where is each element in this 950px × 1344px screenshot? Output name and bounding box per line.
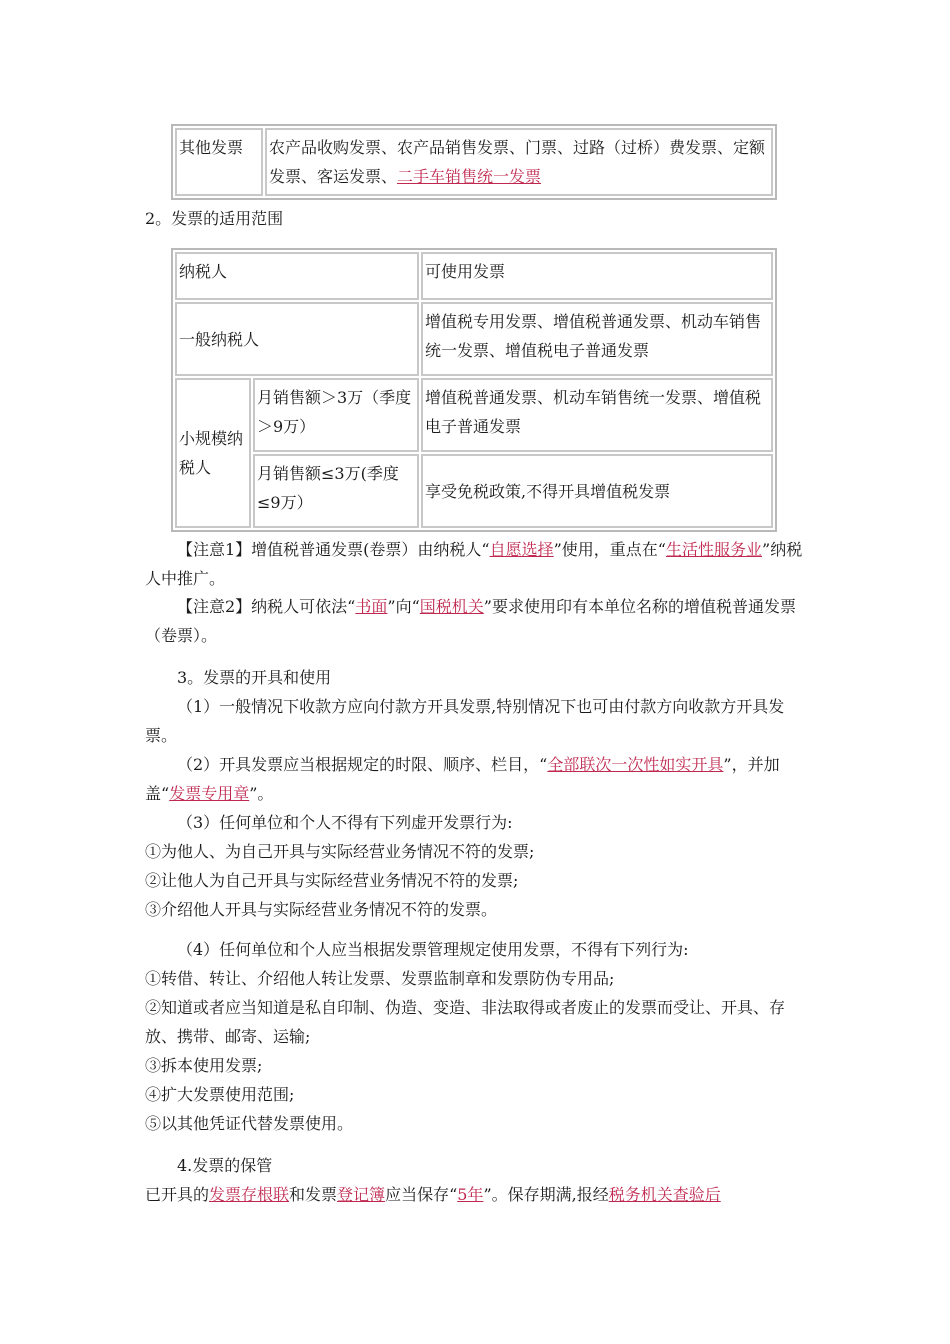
note-2: [145, 592, 810, 650]
small-taxpayer-label: 小规模纳税人: [175, 378, 251, 528]
table-row: [175, 378, 773, 452]
storage-paragraph: [145, 1180, 810, 1209]
table-row: [175, 302, 773, 376]
list-item: ⑤以其他凭证代替发票使用。: [145, 1114, 354, 1133]
small-taxpayer-invoices-high: 增值税普通发票、机动车销售统一发票、增值税电子普通发票: [421, 378, 773, 452]
other-invoices-content: [265, 128, 773, 196]
note-1: [145, 535, 810, 593]
small-taxpayer-condition-high: 月销售额＞3万（季度＞9万）: [253, 378, 419, 452]
other-invoices-text: 农产品收购发票、农产品销售发票、门票、过路（过桥）费发票、定额发票、客运发票、: [269, 138, 766, 186]
item-2-text: ”。: [249, 784, 274, 803]
tax-authority-link[interactable]: 国税机关: [419, 597, 484, 616]
general-taxpayer-invoices: 增值税专用发票、增值税普通发票、机动车销售统一发票、增值税电子普通发票: [421, 302, 773, 376]
voluntary-choice-link[interactable]: 自愿选择: [489, 540, 554, 559]
header-invoice: 可使用发票: [421, 252, 773, 300]
invoice-scope-table: [171, 248, 777, 532]
table-row: [175, 252, 773, 300]
list-item: ③拆本使用发票;: [145, 1056, 263, 1075]
list-item: ②知道或者应当知道是私自印制、伪造、变造、非法取得或者废止的发票而受让、开具、存放、携带、邮寄、运输;: [145, 998, 786, 1046]
list-item: ②让他人为自己开具与实际经营业务情况不符的发票;: [145, 871, 519, 890]
item-2: [145, 750, 810, 808]
list-item: ①为他人、为自己开具与实际经营业务情况不符的发票;: [145, 842, 535, 861]
section-2-title: 2。发票的适用范围: [145, 209, 284, 228]
section-4-title: 4.发票的保管: [177, 1156, 273, 1175]
used-car-invoice-link[interactable]: 二手车销售统一发票: [397, 167, 542, 186]
note-2-text: ”向“: [387, 597, 420, 616]
other-invoices-table: [171, 124, 777, 200]
other-invoices-label: 其他发票: [175, 128, 263, 196]
note-2-text: ”要求使用印有本单位名称的增值税普通发票（卷票）。: [145, 597, 796, 645]
invoice-seal-link[interactable]: 发票专用章: [169, 784, 250, 803]
item-2-text: ”，并加盖“: [145, 755, 780, 803]
written-link[interactable]: 书面: [355, 597, 388, 616]
list-item: ③介绍他人开具与实际经营业务情况不符的发票。: [145, 900, 498, 919]
all-copies-link[interactable]: 全部联次一次性如实开具: [547, 755, 724, 774]
small-taxpayer-invoices-low: 享受免税政策,不得开具增值税发票: [421, 454, 773, 528]
table-row: [175, 454, 773, 528]
storage-text: 已开具的: [145, 1185, 210, 1204]
life-service-link[interactable]: 生活性服务业: [666, 540, 763, 559]
item-3: （3）任何单位和个人不得有下列虚开发票行为:: [177, 813, 513, 832]
section-3-title: 3。发票的开具和使用: [177, 668, 332, 687]
header-taxpayer: 纳税人: [175, 252, 419, 300]
item-2-text: （2）开具发票应当根据规定的时限、顺序、栏目，“: [177, 755, 548, 774]
item-1: （1）一般情况下收款方应向付款方开具发票,特别情况下也可由付款方向收款方开具发票。: [145, 697, 785, 745]
list-item: ①转借、转让、介绍他人转让发票、发票监制章和发票防伪专用品;: [145, 969, 615, 988]
five-years-link[interactable]: 5年: [457, 1185, 484, 1204]
note-1-text: ”使用，重点在“: [553, 540, 666, 559]
note-1-text: 【注意1】增值税普通发票(卷票）由纳税人“: [177, 540, 490, 559]
storage-text: 应当保存“: [385, 1185, 458, 1204]
table-row: [175, 128, 773, 196]
small-taxpayer-condition-low: 月销售额≤3万(季度≤9万）: [253, 454, 419, 528]
storage-text: ”。保存期满,报经: [483, 1185, 609, 1204]
storage-text: 和发票: [289, 1185, 338, 1204]
item-4: （4）任何单位和个人应当根据发票管理规定使用发票，不得有下列行为:: [177, 940, 689, 959]
note-1-text: ”纳税人中推广。: [145, 540, 803, 588]
list-item: ④扩大发票使用范围;: [145, 1085, 295, 1104]
general-taxpayer-label: 一般纳税人: [175, 302, 419, 376]
note-2-text: 【注意2】纳税人可依法“: [177, 597, 356, 616]
register-book-link[interactable]: 登记簿: [337, 1185, 386, 1204]
stub-copy-link[interactable]: 发票存根联: [209, 1185, 290, 1204]
tax-inspection-link[interactable]: 税务机关查验后: [608, 1185, 721, 1204]
